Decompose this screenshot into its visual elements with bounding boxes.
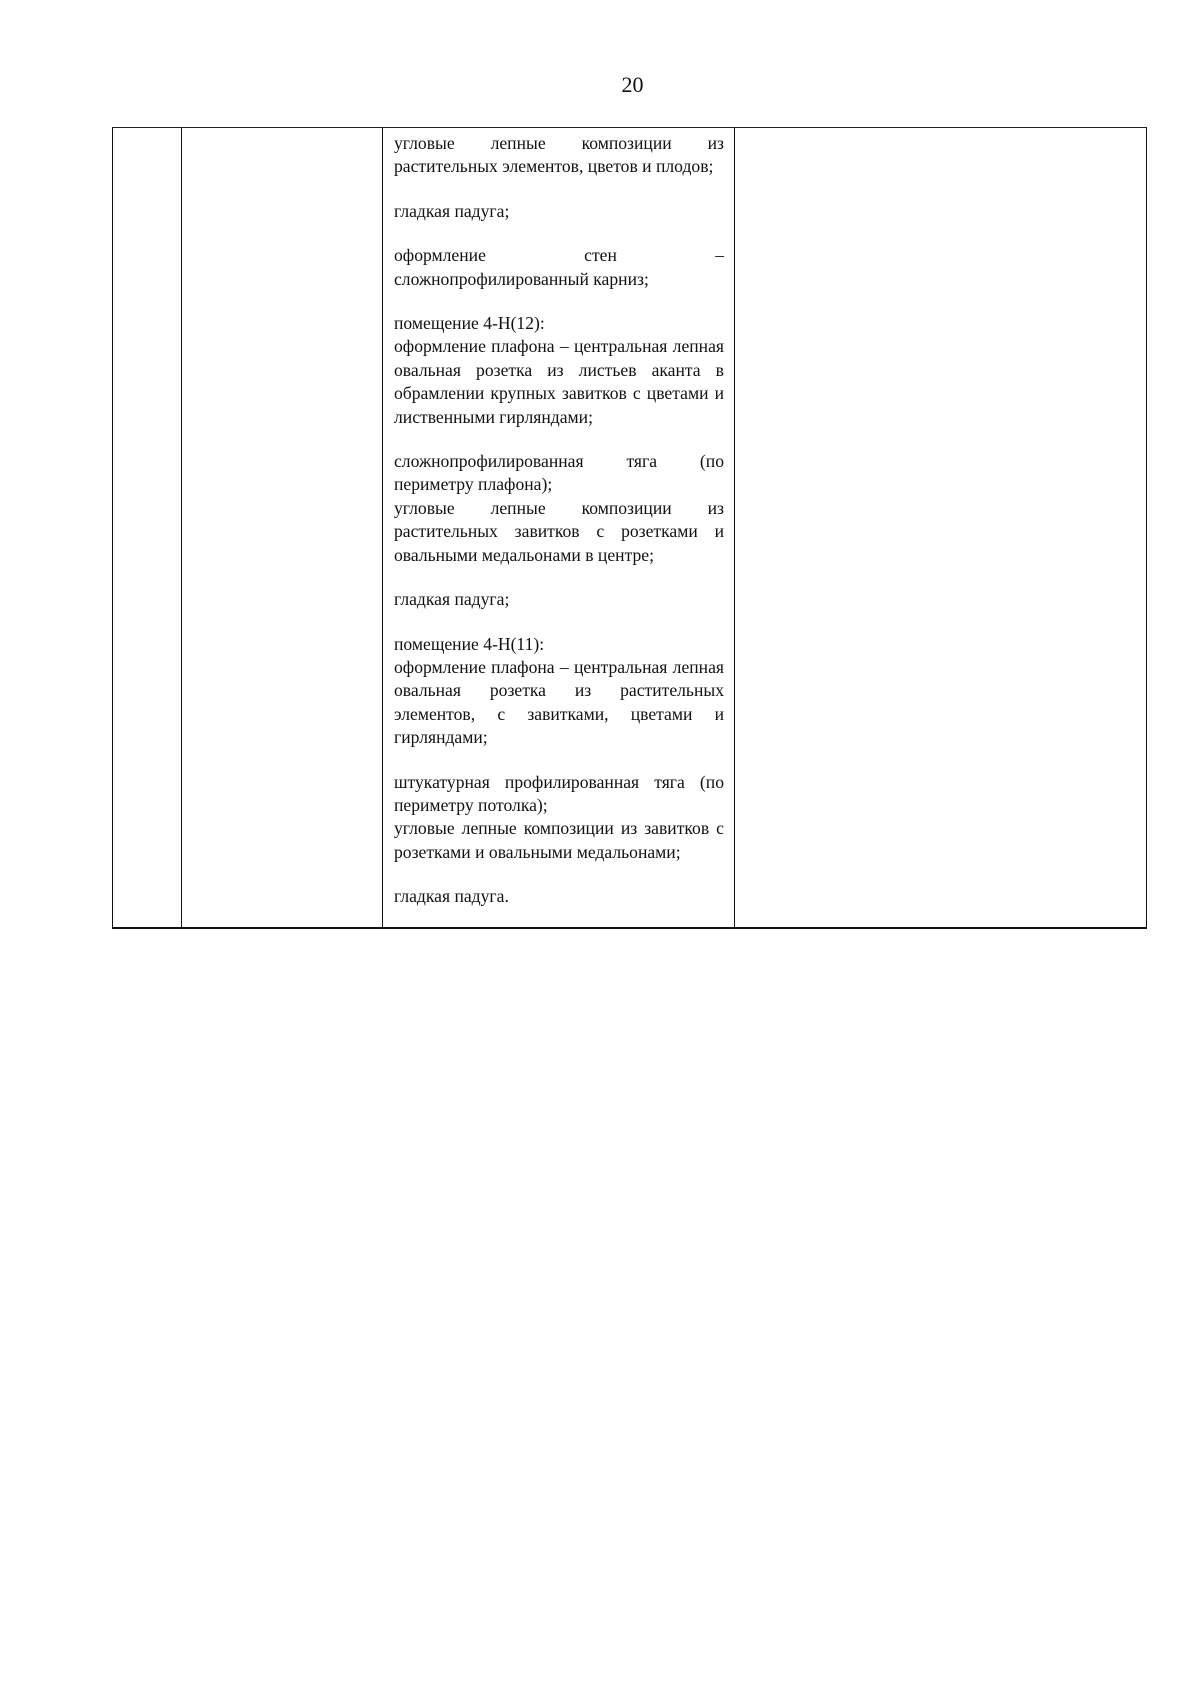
description-line: помещение 4-Н(12): (394, 313, 545, 334)
description-text (383, 128, 734, 927)
description-paragraph (394, 200, 724, 223)
description-line: оформление стен – сложнопрофилированный карниз; (394, 245, 724, 289)
description-line: сложнопрофилированная тяга (по периметру плафона); (394, 451, 724, 495)
description-line: гладкая падуга; (394, 589, 510, 610)
description-line: помещение 4-Н(11): (394, 633, 545, 654)
table-cell-object (182, 128, 383, 928)
description-line: угловые лепные композиции из завитков с розетками и овальными медальонами; (394, 818, 724, 862)
description-paragraph (394, 450, 724, 567)
table-cell-description (383, 128, 735, 928)
table-cell-number (113, 128, 182, 928)
description-line: угловые лепные композиции из растительных элементов, цветов и плодов; (394, 133, 724, 177)
description-paragraph (394, 885, 724, 908)
description-paragraph (394, 588, 724, 611)
description-paragraph (394, 633, 724, 750)
description-paragraph (394, 312, 724, 429)
description-line: гладкая падуга; (394, 200, 510, 221)
table-cell-notes (735, 128, 1147, 928)
description-paragraph (394, 132, 724, 179)
description-line: штукатурная профилированная тяга (по периметру потолка); (394, 771, 724, 815)
description-line: гладкая падуга. (394, 886, 509, 907)
description-paragraph (394, 244, 724, 291)
description-line: угловые лепные композиции из растительных завитков с розетками и овальными медальонами в центре; (394, 497, 724, 565)
description-paragraph (394, 771, 724, 865)
description-line: оформление плафона – центральная лепная овальная розетка из растительных элементов, с завитками, цветами и гирляндами; (394, 656, 724, 748)
table-row (113, 128, 1147, 928)
page-number: 20 (621, 72, 644, 97)
document-table (112, 127, 1147, 929)
description-line: оформление плафона – центральная лепная овальная розетка из листьев аканта в обрамлении крупных завитков с цветами и лиственными гирляндами; (394, 336, 724, 427)
